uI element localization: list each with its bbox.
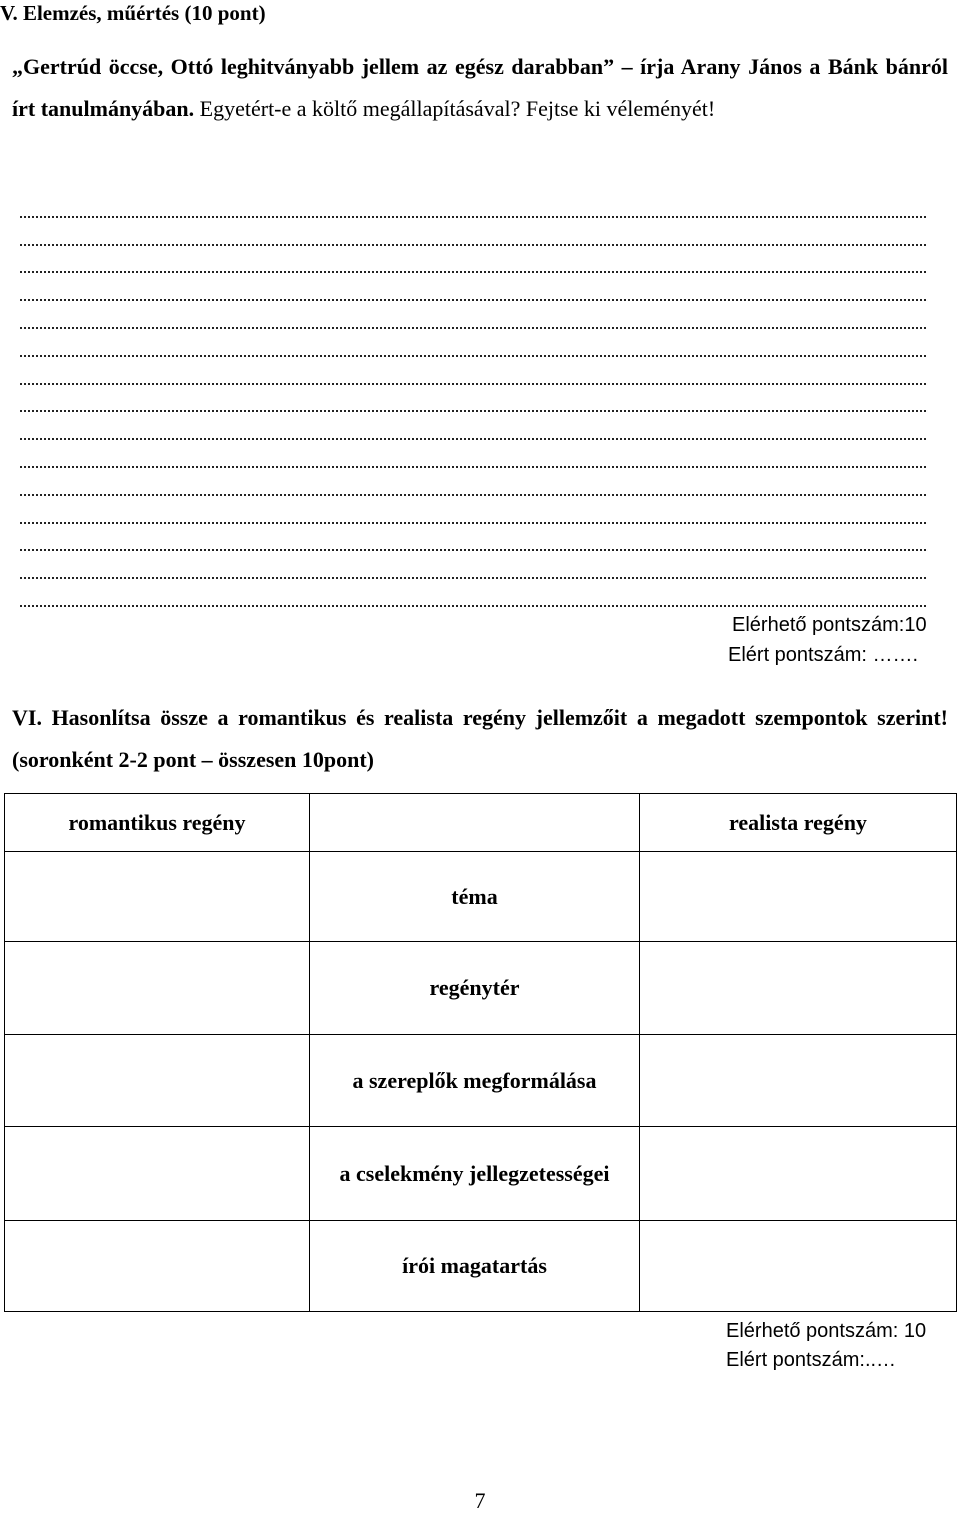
- max-score-6: Elérhető pontszám: 10: [726, 1320, 927, 1342]
- answer-line[interactable]: [20, 329, 926, 357]
- answer-line[interactable]: [20, 190, 926, 218]
- question-quote: „Gertrúd öccse, Ottó leghitványabb jellem az egész darabban” – írja Arany János a Bánk bánról írt tanulmányában.: [12, 54, 948, 121]
- achieved-score-6: Elért pontszám:..…: [726, 1349, 897, 1371]
- table-row: [5, 942, 957, 1035]
- aspect-label: téma: [310, 852, 640, 942]
- realist-answer-cell[interactable]: [640, 852, 957, 942]
- answer-line[interactable]: [20, 579, 926, 607]
- section-5-question: [12, 46, 948, 130]
- realist-answer-cell[interactable]: [640, 1127, 957, 1221]
- romantic-answer-cell[interactable]: [5, 1221, 310, 1312]
- romantic-answer-cell[interactable]: [5, 942, 310, 1035]
- aspect-label: írói magatartás: [310, 1221, 640, 1312]
- table-row: [5, 1035, 957, 1127]
- realist-answer-cell[interactable]: [640, 1035, 957, 1127]
- table-header-row: [5, 794, 957, 852]
- answer-line[interactable]: [20, 246, 926, 274]
- answer-line[interactable]: [20, 385, 926, 413]
- page-number: 7: [474, 1488, 486, 1513]
- answer-lines[interactable]: [20, 190, 926, 607]
- aspect-label: a cselekmény jellegzetességei: [310, 1127, 640, 1221]
- header-aspect-empty: [310, 794, 640, 852]
- answer-line[interactable]: [20, 551, 926, 579]
- answer-line[interactable]: [20, 524, 926, 552]
- realist-answer-cell[interactable]: [640, 942, 957, 1035]
- table-row: [5, 1127, 957, 1221]
- answer-line[interactable]: [20, 301, 926, 329]
- question-6-text: VI. Hasonlítsa össze a romantikus és realista regény jellemzőit a megadott szempontok szerint!: [12, 705, 948, 730]
- answer-line[interactable]: [20, 468, 926, 496]
- table-row: [5, 1221, 957, 1312]
- aspect-label: a szereplők megformálása: [310, 1035, 640, 1127]
- realist-answer-cell[interactable]: [640, 1221, 957, 1312]
- header-realist: realista regény: [640, 794, 957, 852]
- answer-line[interactable]: [20, 218, 926, 246]
- answer-line[interactable]: [20, 273, 926, 301]
- answer-line[interactable]: [20, 496, 926, 524]
- section-6-question: [12, 697, 948, 781]
- answer-line[interactable]: [20, 440, 926, 468]
- section-5-heading: V. Elemzés, műértés (10 pont): [0, 1, 266, 25]
- achieved-score-5: Elért pontszám: …….: [728, 644, 919, 666]
- table-row: [5, 852, 957, 942]
- points-note: (soronként 2-2 pont – összesen 10pont): [12, 747, 375, 772]
- max-score-5: Elérhető pontszám:10: [732, 614, 927, 636]
- aspect-label: regénytér: [310, 942, 640, 1035]
- comparison-table: [4, 793, 957, 1312]
- answer-line[interactable]: [20, 357, 926, 385]
- question-prompt: Egyetért-e a költő megállapításával? Fejtse ki véleményét!: [194, 96, 716, 121]
- romantic-answer-cell[interactable]: [5, 852, 310, 942]
- romantic-answer-cell[interactable]: [5, 1127, 310, 1221]
- answer-line[interactable]: [20, 412, 926, 440]
- romantic-answer-cell[interactable]: [5, 1035, 310, 1127]
- header-romantic: romantikus regény: [5, 794, 310, 852]
